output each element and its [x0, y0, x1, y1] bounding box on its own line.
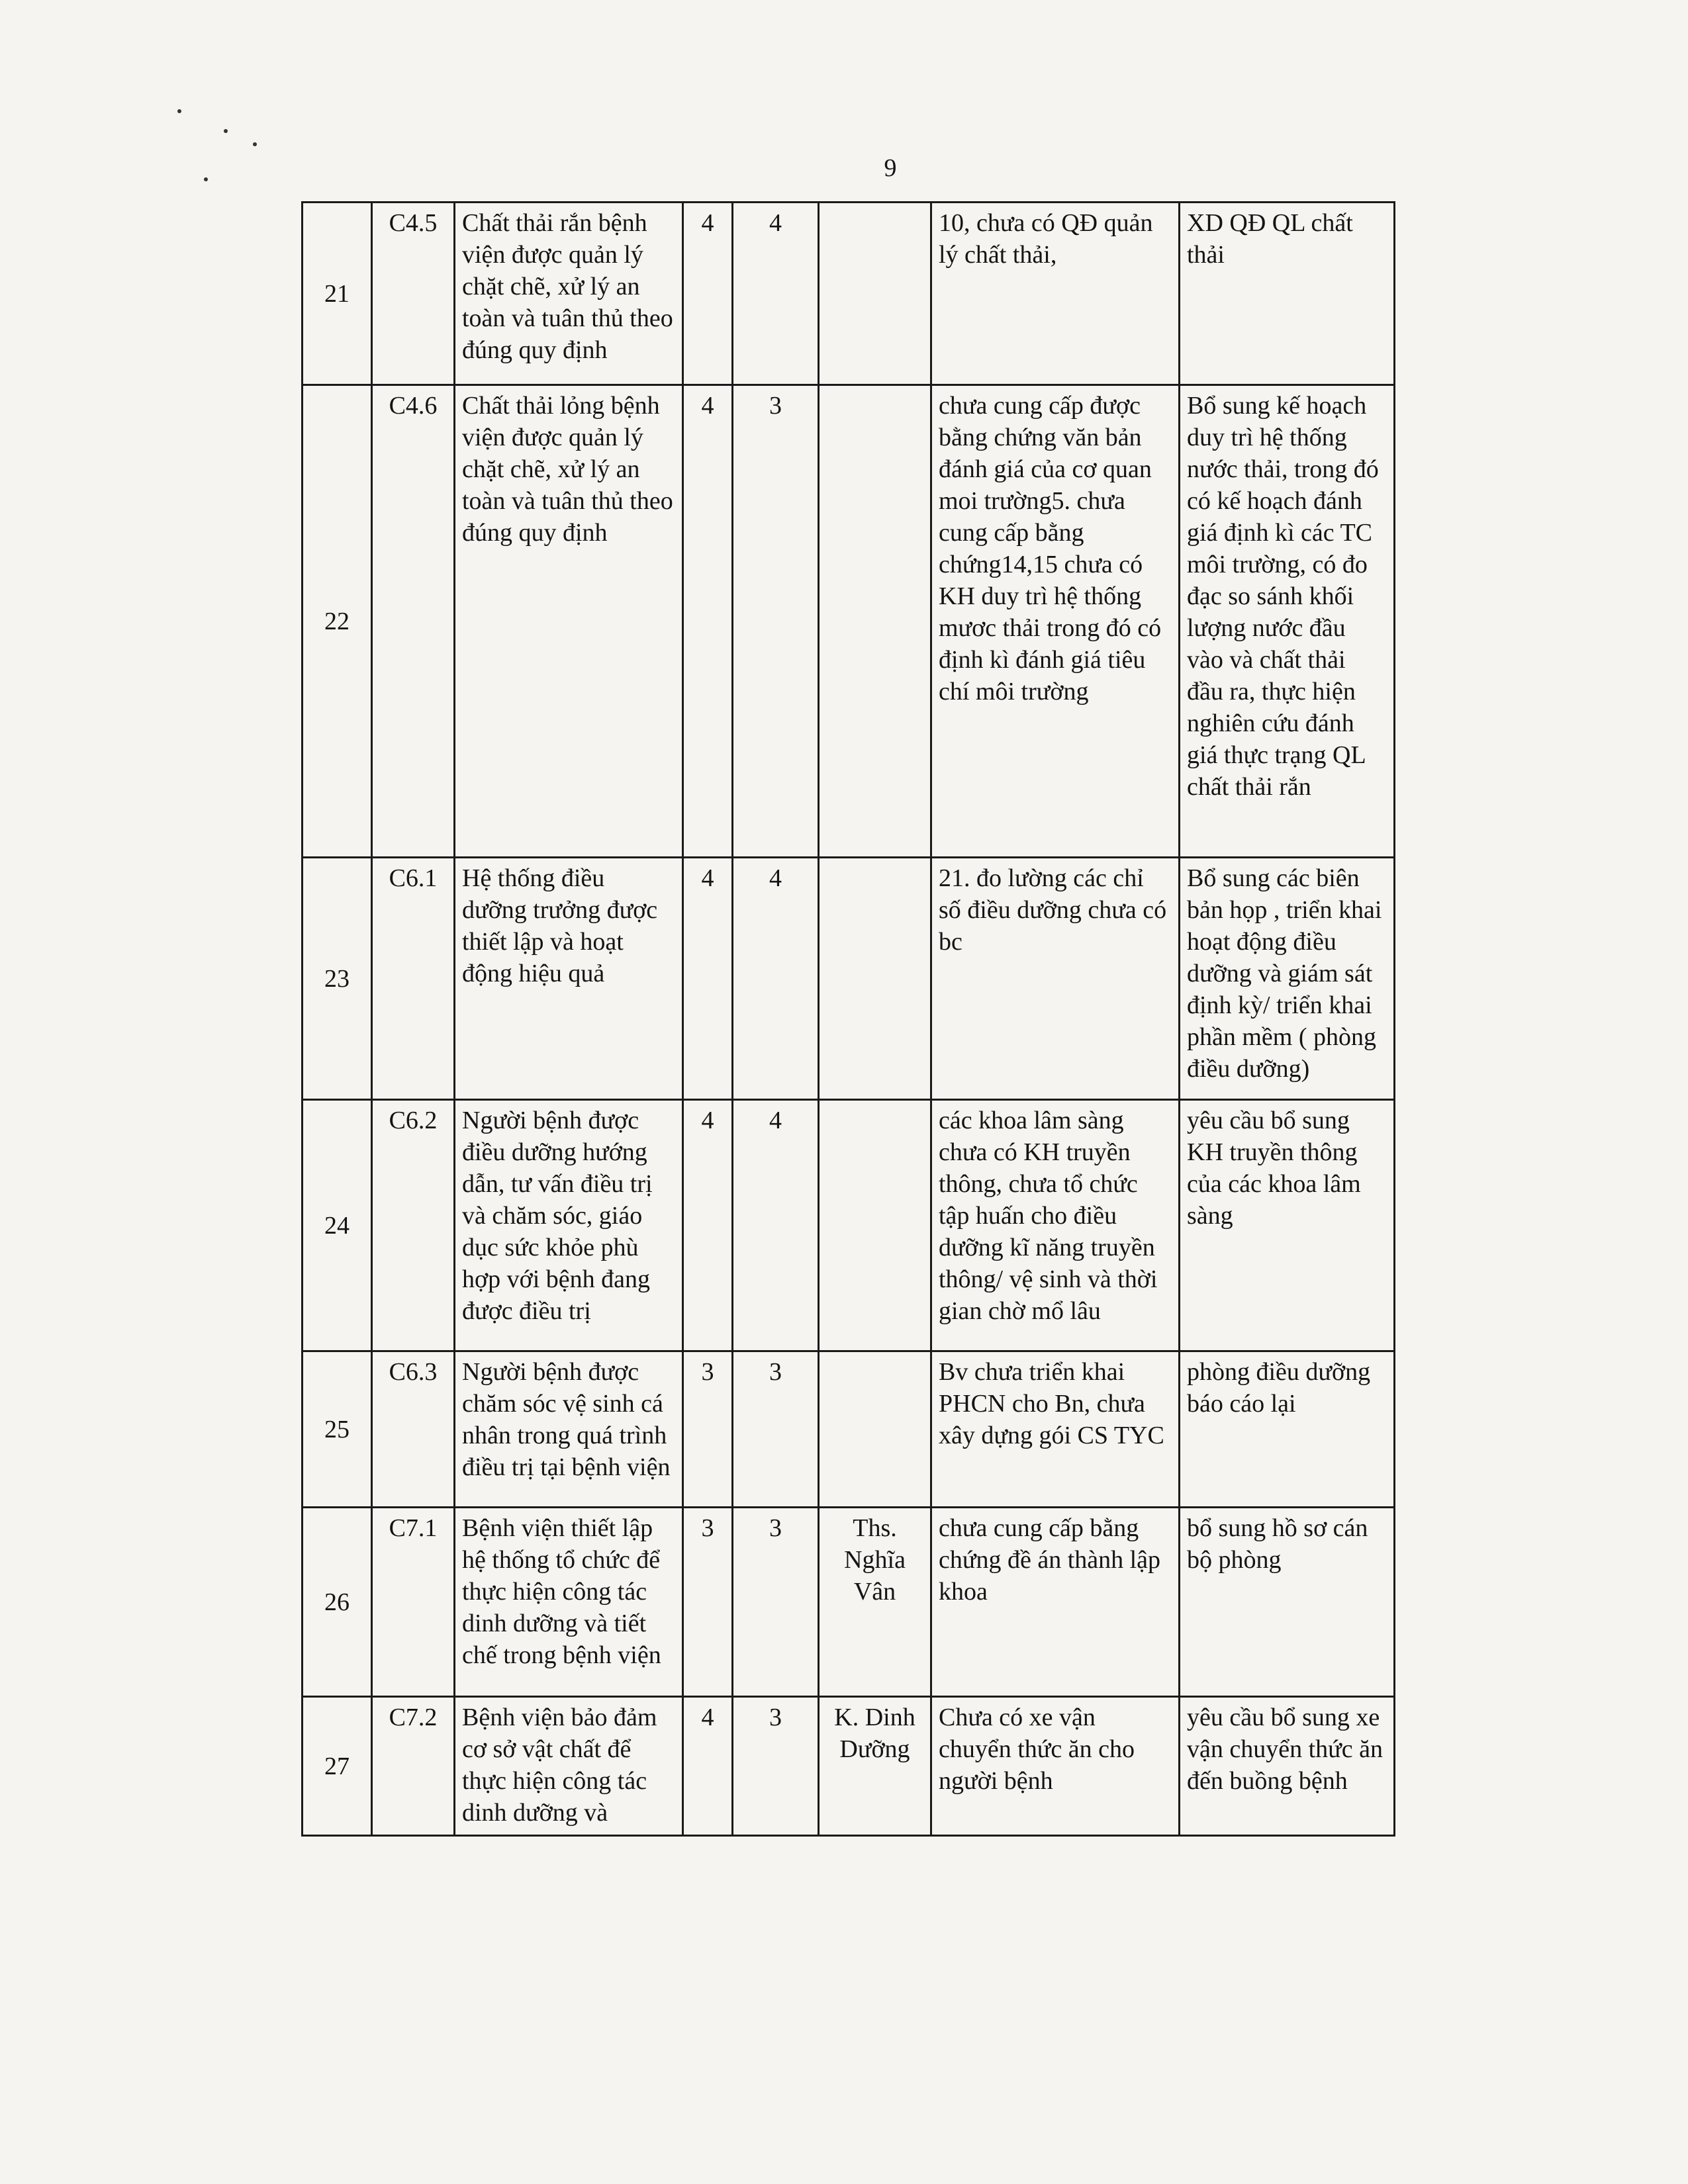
table-row — [303, 858, 1395, 1100]
self-score: 3 — [683, 1508, 733, 1697]
self-score: 4 — [683, 1697, 733, 1836]
criterion-text: Chất thải rắn bệnh viện được quản lý chặt chẽ, xử lý an toàn và tuân thủ theo đúng quy định — [455, 203, 683, 385]
finding: Chưa có xe vận chuyển thức ăn cho người bệnh — [931, 1697, 1180, 1836]
table-row — [303, 1508, 1395, 1697]
table-row — [303, 1100, 1395, 1351]
table-row — [303, 385, 1395, 858]
table-row — [303, 1697, 1395, 1836]
scan-speck — [177, 109, 181, 113]
assignee: K. Dinh Dưỡng — [819, 1697, 931, 1836]
corrective-action: Bổ sung kế hoạch duy trì hệ thống nước thải, trong đó có kế hoạch đánh giá định kì các TC môi trường, có đo đạc so sánh khối lượng nước đầu vào và chất thải đầu ra, thực hiện nghiên cứu đánh giá thực trạng QL chất thải rắn — [1180, 385, 1395, 858]
scan-speck — [204, 177, 208, 181]
assignee — [819, 1351, 931, 1508]
finding: các khoa lâm sàng chưa có KH truyền thông, chưa tổ chức tập huấn cho điều dưỡng kĩ năng truyền thông/ vệ sinh và thời gian chờ mổ lâu — [931, 1100, 1180, 1351]
corrective-action: yêu cầu bổ sung KH truyền thông của các khoa lâm sàng — [1180, 1100, 1395, 1351]
eval-score: 3 — [733, 1351, 819, 1508]
criterion-code: C4.6 — [372, 385, 455, 858]
assignee — [819, 385, 931, 858]
row-number: 27 — [303, 1697, 372, 1836]
corrective-action: bổ sung hồ sơ cán bộ phòng — [1180, 1508, 1395, 1697]
criterion-text: Bệnh viện bảo đảm cơ sở vật chất để thực hiện công tác dinh dưỡng và — [455, 1697, 683, 1836]
eval-score: 3 — [733, 385, 819, 858]
self-score: 4 — [683, 203, 733, 385]
row-number: 26 — [303, 1508, 372, 1697]
scan-speck — [253, 142, 257, 146]
criterion-code: C6.3 — [372, 1351, 455, 1508]
criterion-text: Người bệnh được điều dưỡng hướng dẫn, tư vấn điều trị và chăm sóc, giáo dục sức khỏe phù hợp với bệnh đang được điều trị — [455, 1100, 683, 1351]
row-number: 22 — [303, 385, 372, 858]
row-number: 24 — [303, 1100, 372, 1351]
assignee: Ths. Nghĩa Vân — [819, 1508, 931, 1697]
page-number: 9 — [884, 154, 897, 182]
eval-score: 3 — [733, 1508, 819, 1697]
criterion-text: Hệ thống điều dưỡng trưởng được thiết lập và hoạt động hiệu quả — [455, 858, 683, 1100]
criterion-text: Người bệnh được chăm sóc vệ sinh cá nhân trong quá trình điều trị tại bệnh viện — [455, 1351, 683, 1508]
evaluation-table — [301, 201, 1395, 1837]
self-score: 4 — [683, 858, 733, 1100]
row-number: 23 — [303, 858, 372, 1100]
assignee — [819, 203, 931, 385]
self-score: 3 — [683, 1351, 733, 1508]
scan-speck — [224, 129, 228, 133]
row-number: 25 — [303, 1351, 372, 1508]
eval-score: 4 — [733, 858, 819, 1100]
criterion-code: C4.5 — [372, 203, 455, 385]
criterion-text: Chất thải lỏng bệnh viện được quản lý chặt chẽ, xử lý an toàn và tuân thủ theo đúng quy định — [455, 385, 683, 858]
assignee — [819, 1100, 931, 1351]
self-score: 4 — [683, 1100, 733, 1351]
corrective-action: phòng điều dưỡng báo cáo lại — [1180, 1351, 1395, 1508]
table-row — [303, 1351, 1395, 1508]
criterion-code: C7.1 — [372, 1508, 455, 1697]
assignee — [819, 858, 931, 1100]
self-score: 4 — [683, 385, 733, 858]
corrective-action: yêu cầu bổ sung xe vận chuyển thức ăn đến buồng bệnh — [1180, 1697, 1395, 1836]
eval-score: 4 — [733, 203, 819, 385]
eval-score: 3 — [733, 1697, 819, 1836]
finding: chưa cung cấp bằng chứng đề án thành lập khoa — [931, 1508, 1180, 1697]
criterion-code: C7.2 — [372, 1697, 455, 1836]
finding: Bv chưa triển khai PHCN cho Bn, chưa xây dựng gói CS TYC — [931, 1351, 1180, 1508]
eval-score: 4 — [733, 1100, 819, 1351]
finding: chưa cung cấp được bằng chứng văn bản đánh giá của cơ quan moi trường5. chưa cung cấp bằng chứng14,15 chưa có KH duy trì hệ thống mươc thải trong đó có định kì đánh giá tiêu chí môi trường — [931, 385, 1180, 858]
finding: 21. đo lường các chỉ số điều dưỡng chưa có bc — [931, 858, 1180, 1100]
row-number: 21 — [303, 203, 372, 385]
corrective-action: Bổ sung các biên bản họp , triển khai hoạt động điều dưỡng và giám sát định kỳ/ triển khai phần mềm ( phòng điều dưỡng) — [1180, 858, 1395, 1100]
criterion-code: C6.2 — [372, 1100, 455, 1351]
criterion-code: C6.1 — [372, 858, 455, 1100]
corrective-action: XD QĐ QL chất thải — [1180, 203, 1395, 385]
criterion-text: Bệnh viện thiết lập hệ thống tổ chức để thực hiện công tác dinh dưỡng và tiết chế trong bệnh viện — [455, 1508, 683, 1697]
table-row — [303, 203, 1395, 385]
finding: 10, chưa có QĐ quản lý chất thải, — [931, 203, 1180, 385]
